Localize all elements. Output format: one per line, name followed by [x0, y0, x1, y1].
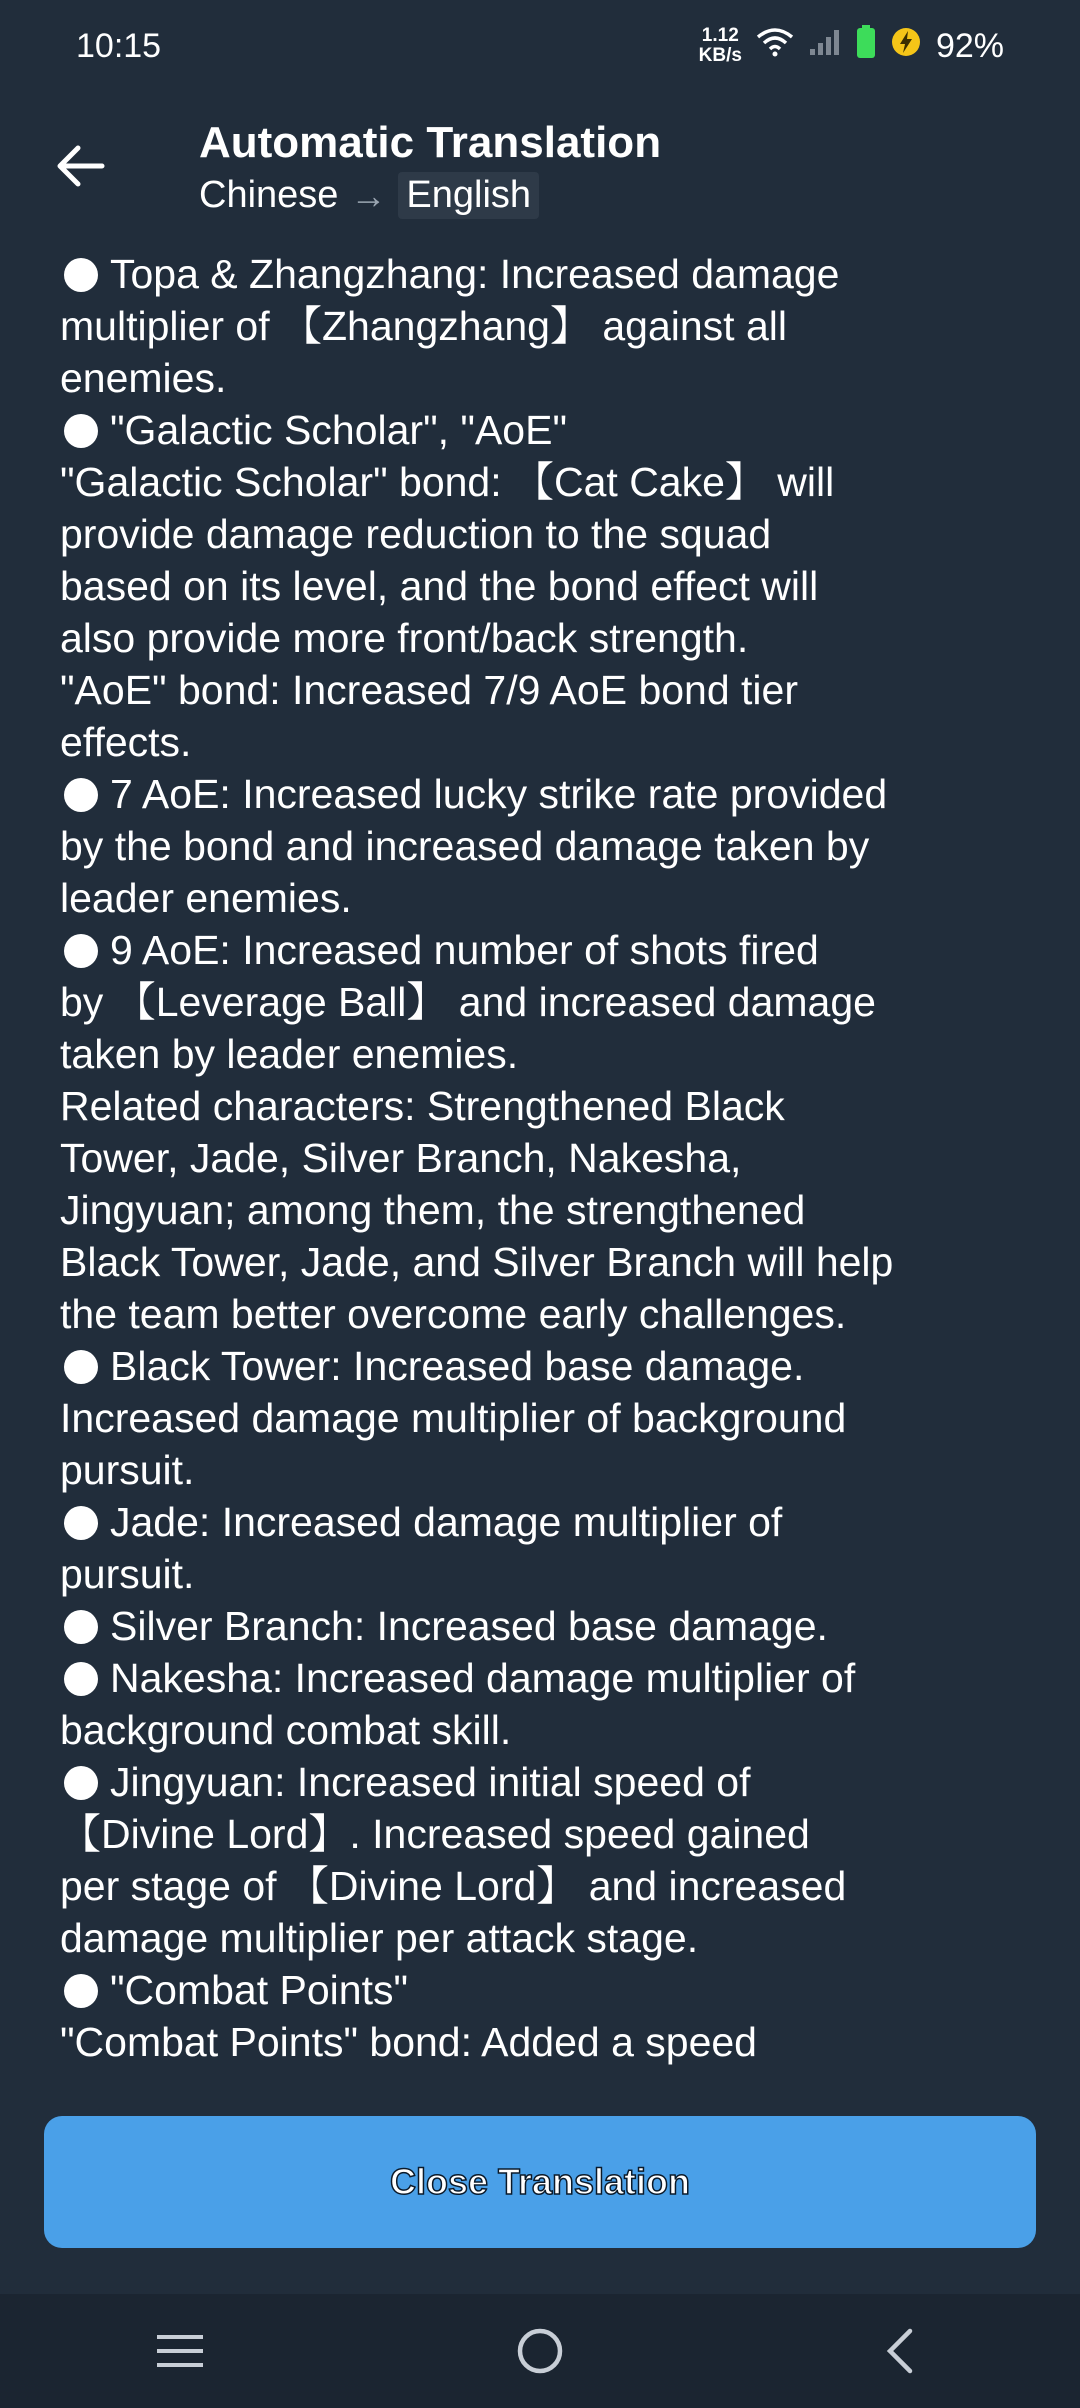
text-line — [60, 1860, 1030, 1912]
line-text: background combat skill. — [60, 1707, 512, 1753]
line-text: by the bond and increased damage taken by — [60, 823, 870, 869]
text-line — [60, 1548, 1030, 1600]
bullet-line — [60, 1340, 1030, 1392]
bullet-line — [60, 768, 1030, 820]
bullet-icon — [64, 1766, 98, 1800]
translation-lines — [60, 248, 1030, 2068]
back-button[interactable] — [50, 136, 110, 196]
bullet-line — [60, 1496, 1030, 1548]
text-line — [60, 1808, 1030, 1860]
line-text: taken by leader enemies. — [60, 1031, 519, 1077]
line-text: multiplier of 【Zhangzhang】 against all — [60, 303, 787, 349]
line-text: "AoE" bond: Increased 7/9 AoE bond tier — [60, 667, 798, 713]
text-line — [60, 2016, 1030, 2068]
line-text: "Combat Points" bond: Added a speed — [60, 2019, 757, 2065]
bullet-line — [60, 1652, 1030, 1704]
line-text: per stage of 【Divine Lord】 and increased — [60, 1863, 847, 1909]
text-line — [60, 664, 1030, 716]
text-line — [60, 1236, 1030, 1288]
line-text: Jade: Increased damage multiplier of — [110, 1499, 783, 1545]
source-language: Chinese — [199, 174, 339, 216]
line-text: Jingyuan: Increased initial speed of — [110, 1759, 751, 1805]
text-line — [60, 300, 1030, 352]
line-text: 9 AoE: Increased number of shots fired — [110, 927, 819, 973]
text-line — [60, 1028, 1030, 1080]
line-text: 7 AoE: Increased lucky strike rate provided — [110, 771, 888, 817]
line-text: 【Divine Lord】. Increased speed gained — [60, 1811, 810, 1857]
circle-icon — [515, 2326, 565, 2376]
translation-content — [60, 248, 1030, 2068]
text-line — [60, 352, 1030, 404]
line-text: Increased damage multiplier of background — [60, 1395, 847, 1441]
text-line — [60, 1912, 1030, 1964]
line-text: Tower, Jade, Silver Branch, Nakesha, — [60, 1135, 742, 1181]
text-line — [60, 1444, 1030, 1496]
target-language-selector[interactable]: English — [398, 172, 539, 219]
bullet-line — [60, 248, 1030, 300]
text-line — [60, 612, 1030, 664]
bullet-line — [60, 1756, 1030, 1808]
page-title: Automatic Translation — [199, 118, 662, 167]
system-back-button[interactable] — [840, 2311, 960, 2391]
network-speed — [699, 26, 742, 66]
line-text: provide damage reduction to the squad — [60, 511, 772, 557]
text-line — [60, 1704, 1030, 1756]
close-translation-button[interactable]: Close Translation — [44, 2116, 1036, 2248]
bullet-icon — [64, 1506, 98, 1540]
charging-icon — [890, 26, 922, 67]
text-line — [60, 1288, 1030, 1340]
battery-percent: 92% — [935, 26, 1004, 65]
bullet-line — [60, 404, 1030, 456]
line-text: enemies. — [60, 355, 227, 401]
network-speed-unit: KB/s — [698, 45, 742, 66]
line-text: Black Tower: Increased base damage. — [110, 1343, 805, 1389]
app-header — [0, 100, 1080, 230]
line-text: by 【Leverage Ball】 and increased damage — [60, 979, 876, 1025]
line-text: pursuit. — [60, 1551, 195, 1597]
line-text: Black Tower, Jade, and Silver Branch will help — [60, 1239, 894, 1285]
bullet-line — [60, 1964, 1030, 2016]
text-line — [60, 820, 1030, 872]
recent-apps-button[interactable] — [120, 2311, 240, 2391]
line-text: leader enemies. — [60, 875, 352, 921]
line-text: Related characters: Strengthened Black — [60, 1083, 785, 1129]
status-time: 10:15 — [76, 26, 162, 65]
chevron-left-icon — [880, 2326, 920, 2376]
signal-icon — [808, 27, 842, 66]
language-pair — [199, 172, 539, 219]
line-text: also provide more front/back strength. — [60, 615, 749, 661]
system-nav-bar — [0, 2294, 1080, 2408]
text-line — [60, 976, 1030, 1028]
arrow-left-icon — [54, 143, 106, 189]
line-text: effects. — [60, 719, 192, 765]
text-line — [60, 1080, 1030, 1132]
bullet-icon — [64, 1662, 98, 1696]
text-line — [60, 508, 1030, 560]
text-line — [60, 716, 1030, 768]
line-text: Silver Branch: Increased base damage. — [110, 1603, 828, 1649]
home-button[interactable] — [480, 2311, 600, 2391]
line-text: "Galactic Scholar" bond: 【Cat Cake】 will — [60, 459, 835, 505]
line-text: pursuit. — [60, 1447, 195, 1493]
line-text: Topa & Zhangzhang: Increased damage — [110, 251, 840, 297]
menu-lines-icon — [155, 2331, 205, 2371]
line-text: "Combat Points" — [110, 1967, 409, 2013]
line-text: damage multiplier per attack stage. — [60, 1915, 699, 1961]
line-text: based on its level, and the bond effect will — [60, 563, 819, 609]
text-line — [60, 1132, 1030, 1184]
line-text: Nakesha: Increased damage multiplier of — [110, 1655, 856, 1701]
bullet-icon — [64, 1974, 98, 2008]
text-line — [60, 872, 1030, 924]
line-text: Jingyuan; among them, the strengthened — [60, 1187, 806, 1233]
bullet-icon — [64, 1610, 98, 1644]
bullet-line — [60, 1600, 1030, 1652]
bullet-line — [60, 924, 1030, 976]
text-line — [60, 1392, 1030, 1444]
bullet-icon — [64, 414, 98, 448]
battery-icon — [856, 25, 876, 68]
bullet-icon — [64, 1350, 98, 1384]
line-text: the team better overcome early challenges. — [60, 1291, 847, 1337]
status-bar — [0, 0, 1080, 92]
arrow-right-icon: → — [350, 174, 387, 216]
text-line — [60, 560, 1030, 612]
text-line — [60, 1184, 1030, 1236]
line-text: "Galactic Scholar", "AoE" — [110, 407, 568, 453]
network-speed-value: 1.12 — [701, 25, 739, 46]
wifi-icon — [756, 27, 794, 66]
text-line — [60, 456, 1030, 508]
bullet-icon — [64, 934, 98, 968]
status-icons — [699, 25, 1004, 68]
bullet-icon — [64, 778, 98, 812]
bullet-icon — [64, 258, 98, 292]
